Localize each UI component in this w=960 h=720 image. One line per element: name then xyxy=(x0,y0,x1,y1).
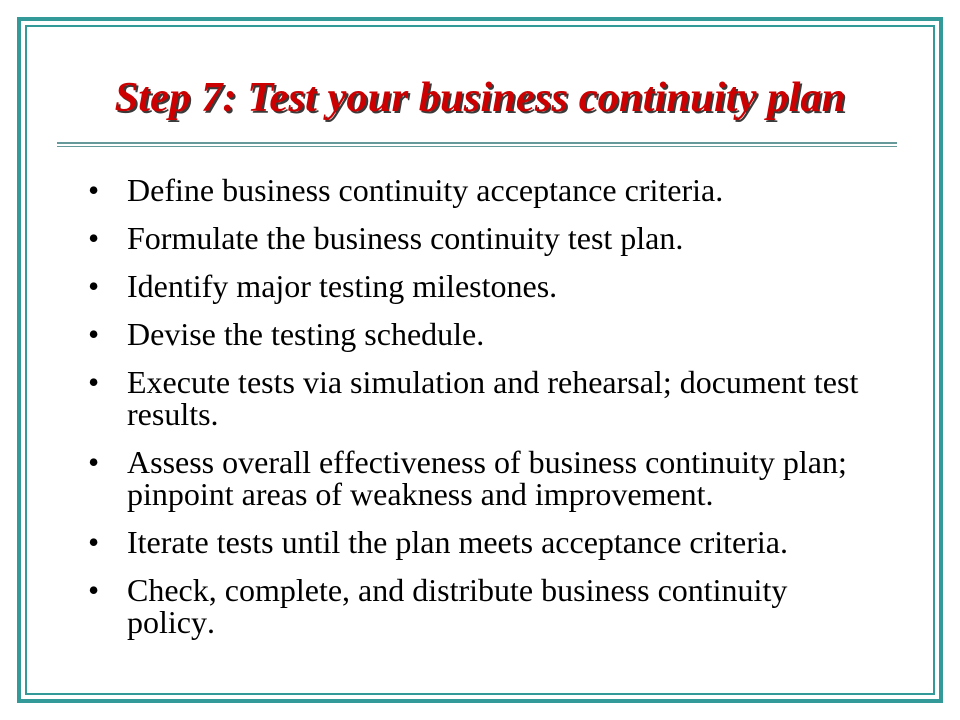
bullet-list xyxy=(88,174,869,654)
bullet-marker: • xyxy=(88,524,100,560)
bullet-text: Check, complete, and distribute business continuity policy. xyxy=(127,572,788,640)
bullet-item xyxy=(88,318,869,350)
bullet-text: Iterate tests until the plan meets acceptance criteria. xyxy=(127,524,788,560)
slide-title: Step 7: Test your business continuity plan xyxy=(114,74,846,121)
bullet-text: Assess overall effectiveness of business continuity plan; pinpoint areas of weakness and improvement. xyxy=(127,444,847,512)
bullet-text: Define business continuity acceptance criteria. xyxy=(127,172,724,208)
title-divider xyxy=(57,142,897,147)
bullet-item xyxy=(88,574,869,638)
bullet-marker: • xyxy=(88,364,100,400)
bullet-item xyxy=(88,366,869,430)
bullet-item xyxy=(88,526,869,558)
bullet-marker: • xyxy=(88,444,100,480)
bullet-marker: • xyxy=(88,268,100,304)
bullet-item xyxy=(88,446,869,510)
bullet-marker: • xyxy=(88,220,100,256)
bullet-item xyxy=(88,222,869,254)
bullet-marker: • xyxy=(88,172,100,208)
bullet-text: Identify major testing milestones. xyxy=(127,268,558,304)
bullet-text: Execute tests via simulation and rehearsal; document test results. xyxy=(127,364,859,432)
bullet-text: Formulate the business continuity test plan. xyxy=(127,220,684,256)
bullet-item xyxy=(88,174,869,206)
bullet-item xyxy=(88,270,869,302)
bullet-text: Devise the testing schedule. xyxy=(127,316,485,352)
bullet-marker: • xyxy=(88,572,100,608)
bullet-marker: • xyxy=(88,316,100,352)
